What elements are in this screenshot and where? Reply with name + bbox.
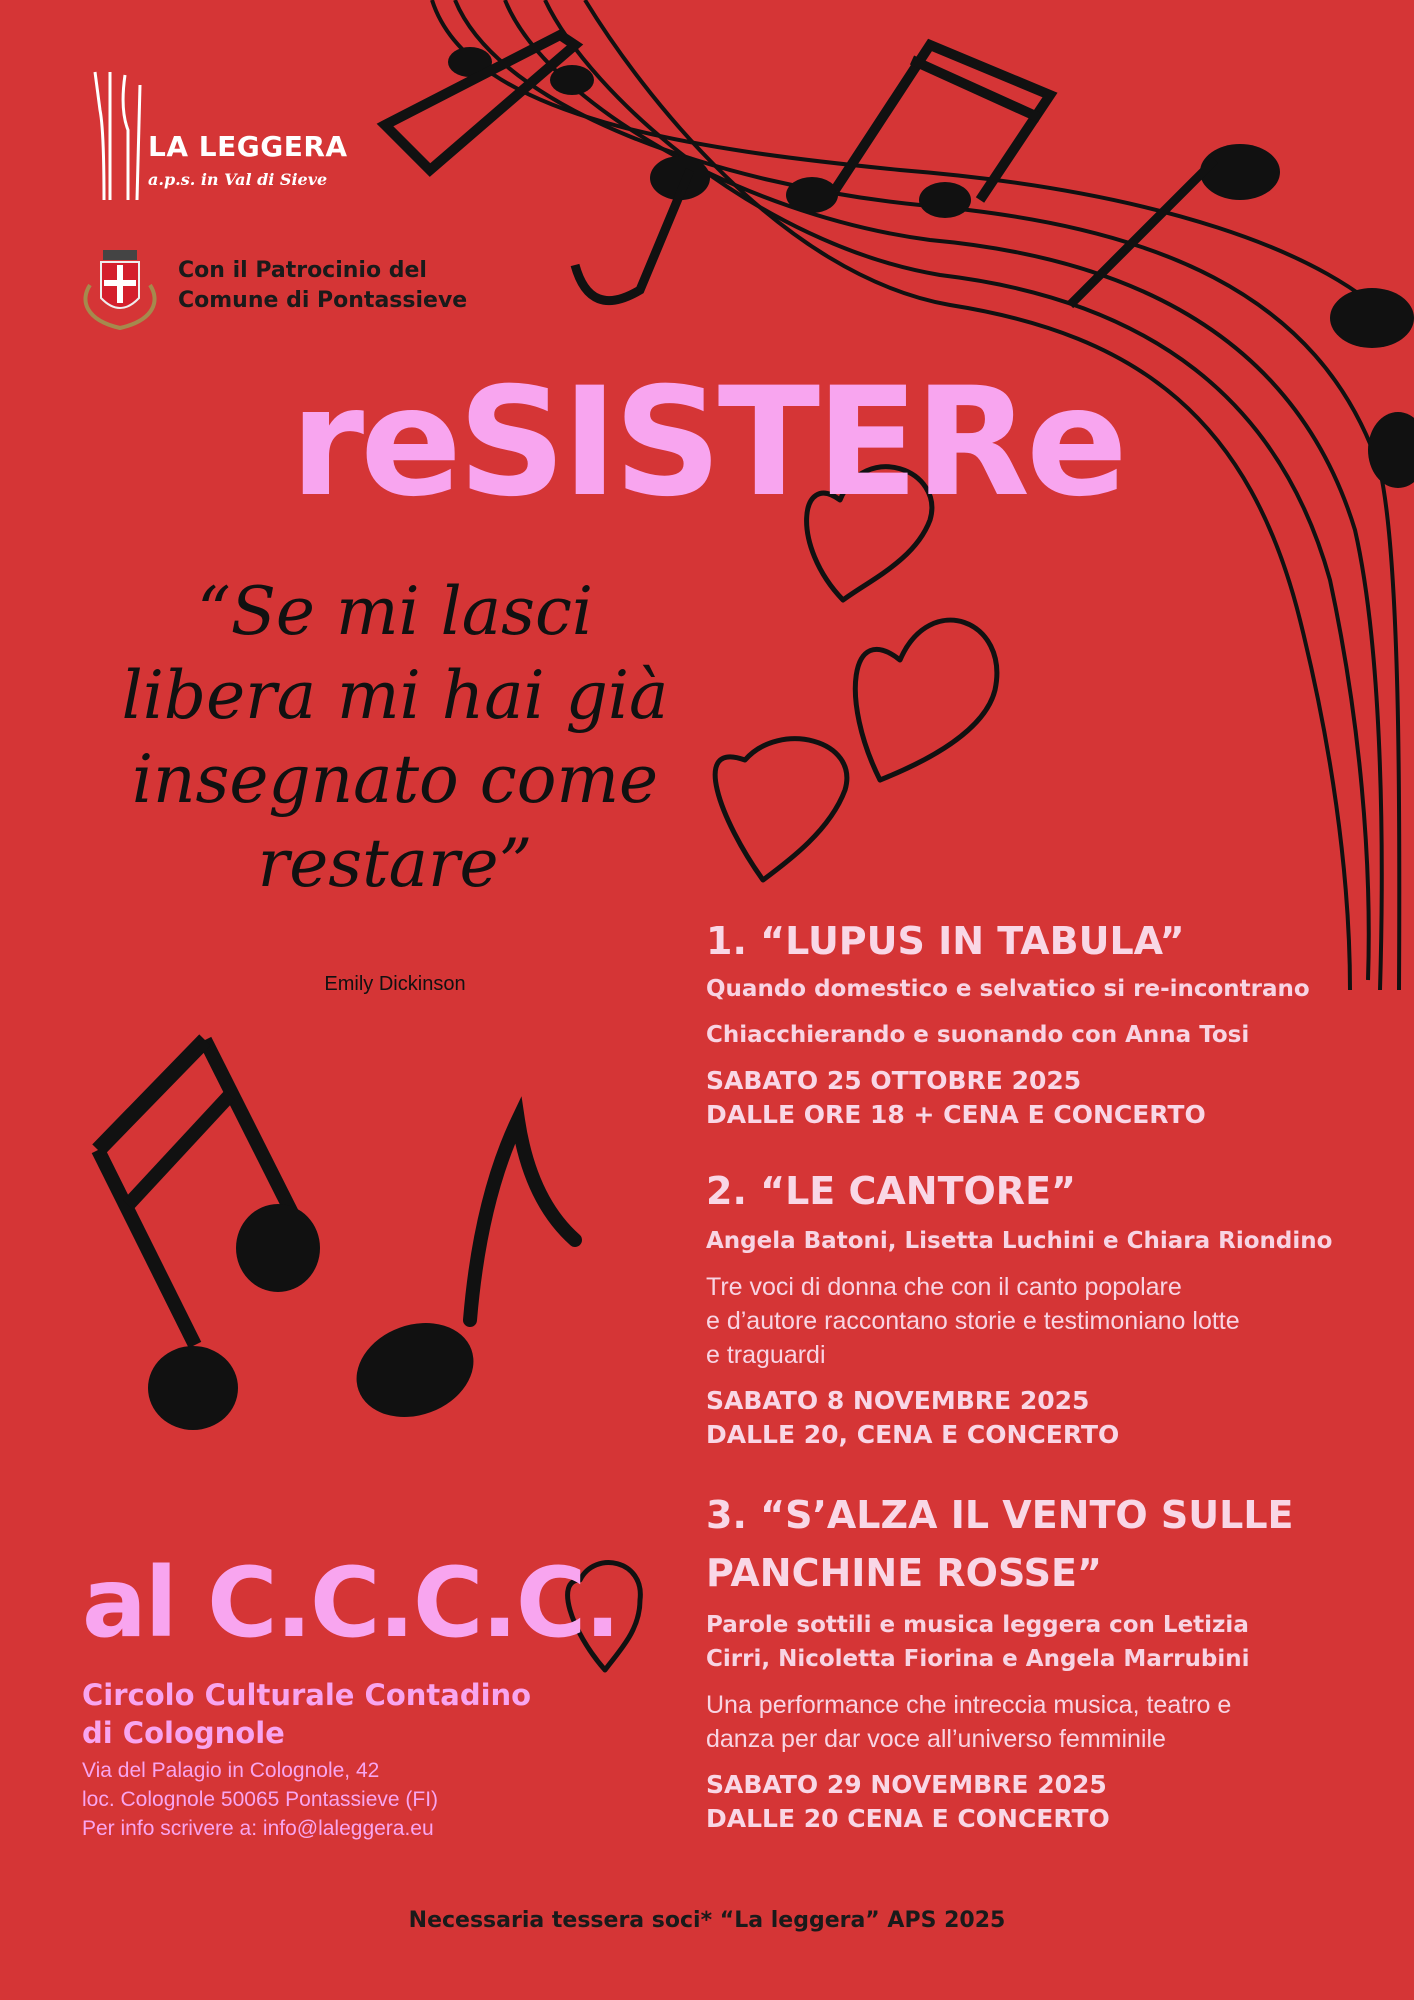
logo-subtitle: a.p.s. in Val di Sieve	[148, 170, 328, 189]
coat-of-arms-icon	[85, 250, 154, 328]
la-leggera-logo-icon	[95, 72, 140, 200]
venue-name-line: di Colognole	[82, 1716, 285, 1750]
quote-line: libera mi hai già	[121, 657, 669, 734]
event-description	[706, 1270, 1346, 1372]
event-description-line: e d’autore raccontano storie e testimoniano lotte	[706, 1307, 1240, 1335]
event-description	[706, 1688, 1346, 1756]
venue-name	[82, 1676, 552, 1752]
patronage-text	[178, 256, 467, 316]
event-title: PANCHINE ROSSE”	[706, 1551, 1102, 1595]
address-line: loc. Colognole 50065 Pontassieve (FI)	[82, 1788, 439, 1811]
event-description-line: Una performance che intreccia musica, teatro e	[706, 1691, 1232, 1719]
event-time: DALLE ORE 18 + CENA E CONCERTO	[706, 1100, 1206, 1129]
event-subtitle: Angela Batoni, Lisetta Luchini e Chiara Riondino	[706, 1228, 1333, 1254]
venue-name-line: Circolo Culturale Contadino	[82, 1678, 532, 1712]
event-subtitle: Cirri, Nicoletta Fiorina e Angela Marrubini	[706, 1646, 1250, 1672]
page-title: reSISTERe	[290, 356, 1124, 530]
event-description-line: danza per dar voce all’universo femminile	[706, 1725, 1166, 1753]
patronage-line: Comune di Pontassieve	[178, 288, 468, 313]
quote-author: Emily Dickinson	[324, 973, 466, 995]
event-date: SABATO 25 OTTOBRE 2025	[706, 1066, 1082, 1095]
event-3	[706, 1486, 1346, 1836]
event-date: SABATO 8 NOVEMBRE 2025	[706, 1386, 1090, 1415]
event-description-line: e traguardi	[706, 1341, 826, 1369]
venue-address	[82, 1756, 552, 1843]
patronage-line: Con il Patrocinio del	[178, 258, 427, 283]
event-date: SABATO 29 NOVEMBRE 2025	[706, 1770, 1107, 1799]
contact-email[interactable]: Per info scrivere a: info@laleggera.eu	[82, 1817, 434, 1840]
music-notes-large-icon	[98, 1040, 575, 1433]
event-subtitle: Quando domestico e selvatico si re-incontrano	[706, 976, 1310, 1002]
quote-line: “Se mi lasci	[196, 573, 594, 650]
event-description-line: Tre voci di donna che con il canto popolare	[706, 1273, 1182, 1301]
address-line: Via del Palagio in Colognole, 42	[82, 1759, 380, 1782]
event-1	[706, 912, 1346, 1132]
event-title: 2. “LE CANTORE”	[706, 1169, 1076, 1213]
event-time: DALLE 20 CENA E CONCERTO	[706, 1804, 1110, 1833]
quote-line: restare”	[257, 825, 533, 902]
event-time: DALLE 20, CENA E CONCERTO	[706, 1420, 1120, 1449]
venue-title: al C.C.C.C.	[82, 1547, 619, 1659]
quote	[85, 570, 705, 906]
event-title: 3. “S’ALZA IL VENTO SULLE	[706, 1493, 1294, 1537]
event-description: Chiacchierando e suonando con Anna Tosi	[706, 1022, 1250, 1048]
quote-line: insegnato come	[131, 741, 659, 818]
event-subtitle: Parole sottili e musica leggera con Letizia	[706, 1612, 1249, 1638]
logo-name: LA LEGGERA	[148, 130, 348, 163]
event-title: 1. “LUPUS IN TABULA”	[706, 919, 1185, 963]
event-2	[706, 1162, 1346, 1452]
membership-note: Necessaria tessera soci* “La leggera” APS 2025	[408, 1908, 1006, 1933]
